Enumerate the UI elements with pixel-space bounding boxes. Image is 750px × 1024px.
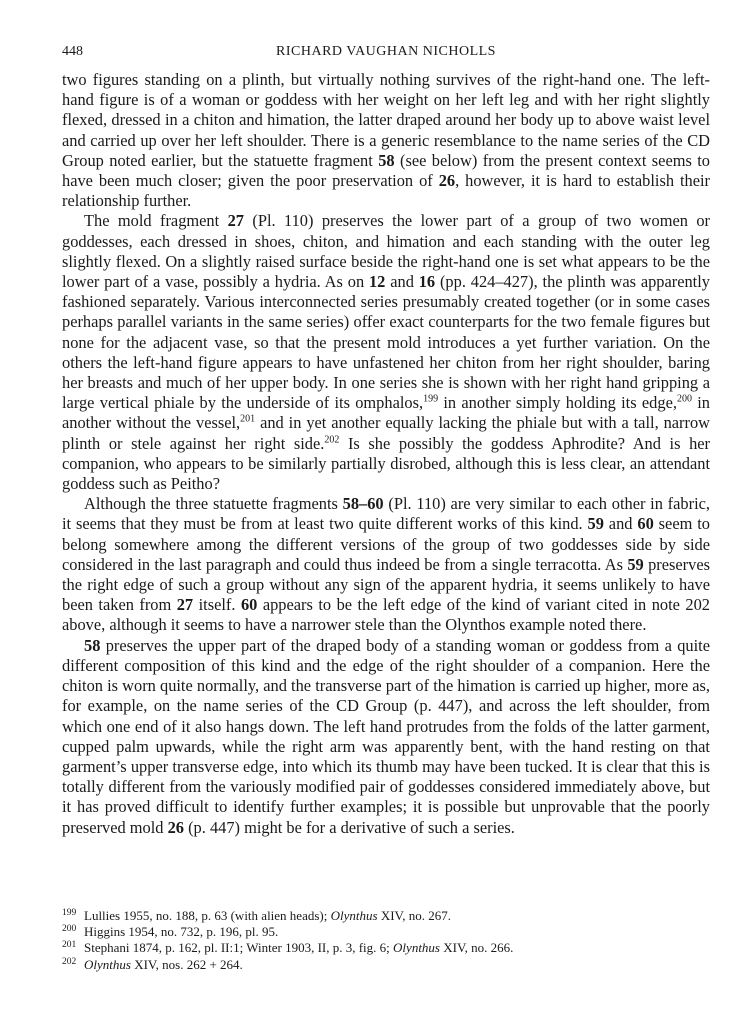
italic-text: Olynthus	[330, 908, 378, 923]
page-header	[62, 44, 710, 70]
footnote-marker: 200	[676, 393, 692, 405]
footnote-text	[84, 908, 710, 924]
text-run: in another without the vessel,	[62, 393, 710, 433]
paragraph	[62, 494, 710, 635]
text-run: (see below) from the present context seems to have been much closer; given the poor preservation of	[62, 150, 711, 191]
text-run: appears to be the left edge of the kind of variant cited in note 202 above, although it seems to have a narrower stele than the Olynthos example noted there.	[62, 595, 710, 635]
footnote-number: 200	[62, 924, 77, 935]
text-run: XIV, nos. 262 + 264.	[130, 956, 243, 972]
catalog-ref: 58–60	[342, 494, 384, 514]
catalog-ref: 59	[627, 554, 644, 574]
text-run: preserves the upper part of the draped body of a standing woman or goddess from a quite different composition of this kind and the edge of the right shoulder of a companion. Here the chiton is worn quite normally, and the transverse part of the himation is carried up higher, more as, for example, on the name series of the CD Group (p. 447), and across the left shoulder, from which one end of it also hangs down. The left hand protrudes from the folds of the latter garment, cupped palm upwards, while the right arm was apparently bent, with the hand resting on that garment’s upper transverse edge, into which its thumb may have been tucked. It is clear that this is totally different from the variously modified pair of goddesses considered immediately above, but it has proved difficult to identify further examples; it is possible but unprovable that the poorly preserved mold	[62, 635, 710, 837]
text-run: Lullies 1955, no. 188, p. 63 (with alien heads);	[84, 908, 331, 923]
text-run: and	[603, 514, 638, 534]
footnote-text	[84, 957, 710, 973]
footnote-marker: 202	[324, 434, 340, 446]
text-run: itself.	[193, 595, 241, 615]
footnote-text	[84, 940, 710, 956]
footnote-text	[84, 924, 710, 940]
text-run: XIV, no. 267.	[377, 908, 451, 923]
footnote-marker: 199	[423, 393, 439, 405]
catalog-ref: 59	[587, 514, 604, 534]
catalog-ref: 58	[378, 150, 395, 170]
catalog-ref: 16	[418, 272, 436, 292]
text-run: seem to belong somewhere among the different versions of the group of two goddesses side by side considered in the last paragraph and could thus indeed be from a single terracotta. As	[62, 514, 710, 574]
footnote-number: 199	[62, 908, 77, 918]
footnote-number: 202	[62, 956, 77, 967]
text-run: in another simply holding its edge,	[438, 393, 677, 413]
text-run: (Pl. 110) preserves the lower part of a group of two women or goddesses, each dressed in shoes, chiton, and himation and each standing with the outer leg slightly flexed. On a slightly raised surface beside the right-hand one is set what appears to be the lower part of a vase, possibly a hydria. As on	[62, 211, 710, 292]
text-run: and	[385, 272, 419, 292]
text-run: (Pl. 110) are very similar to each other in fabric, it seems that they must be from at least two quite different works of this kind.	[62, 494, 710, 534]
page	[62, 44, 711, 972]
italic-text: Olynthus	[393, 940, 440, 956]
footnotes	[62, 908, 710, 973]
catalog-ref: 27	[176, 595, 194, 615]
catalog-ref: 60	[637, 514, 654, 534]
running-head: RICHARD VAUGHAN NICHOLLS	[276, 44, 496, 59]
catalog-ref: 26	[438, 171, 456, 191]
page-number: 448	[62, 44, 83, 59]
paragraph	[62, 211, 710, 494]
text-run: (pp. 424–427), the plinth was apparently fashioned separately. Various interconnected series presumably created together (or in some cases perhaps parallel variants in the same series) offer exact counterparts for the two female figures but none for the adjacent vase, so that the present mold introduces a yet further variation. On the others the left-hand figure appears to have unfastened her chiton from her right shoulder, baring her breasts and much of her upper body. In one series she is shown with her right hand gripping a large vertical phiale by the underside of its omphalos,	[62, 272, 710, 413]
catalog-ref: 12	[368, 272, 386, 292]
footnote	[62, 924, 710, 940]
text-run: and in yet another equally lacking the phiale but with a tall, narrow plinth or stele against her right side.	[62, 413, 710, 453]
text-run: The mold fragment	[84, 211, 228, 231]
catalog-ref: 58	[84, 635, 101, 655]
text-run: Stephani 1874, p. 162, pl. II:1; Winter 1903, II, p. 3, fig. 6;	[84, 940, 394, 956]
text-run: preserves the right edge of such a group without any sign of the apparent hydria, it seems unlikely to have been taken from	[62, 554, 710, 615]
text-run: two figures standing on a plinth, but virtually nothing survives of the right-hand one. The left-hand figure is of a woman or goddess with her weight on her left leg and with her right slightly flexed, dressed in a chiton and himation, the latter draped around her body up to above waist level and carried up over her left shoulder. There is a generic resemblance to the name series of the CD Group noted earlier, but the statuette fragment	[62, 70, 710, 170]
body-text	[62, 70, 710, 838]
footnote	[62, 940, 710, 956]
text-run: (p. 447) might be for a derivative of such a series.	[184, 817, 515, 837]
footnote	[62, 957, 710, 973]
catalog-ref: 26	[167, 817, 184, 837]
text-run: Is she possibly the goddess Aphrodite? And is her companion, who appears to be similarly partially disrobed, although this is less clear, an attendant goddess such as Peitho?	[62, 433, 710, 494]
paragraph	[62, 636, 710, 838]
catalog-ref: 27	[227, 211, 244, 231]
italic-text: Olynthus	[84, 956, 131, 972]
footnote	[62, 908, 710, 924]
paragraph	[62, 70, 710, 211]
text-run: Higgins 1954, no. 732, p. 196, pl. 95.	[84, 924, 279, 940]
footnote-marker: 201	[240, 413, 256, 425]
text-run: Although the three statuette fragments	[84, 494, 343, 514]
text-run: , however, it is hard to establish their relationship further.	[62, 171, 711, 211]
text-run: XIV, no. 266.	[440, 940, 514, 956]
footnote-number: 201	[62, 940, 77, 951]
catalog-ref: 60	[240, 595, 258, 615]
